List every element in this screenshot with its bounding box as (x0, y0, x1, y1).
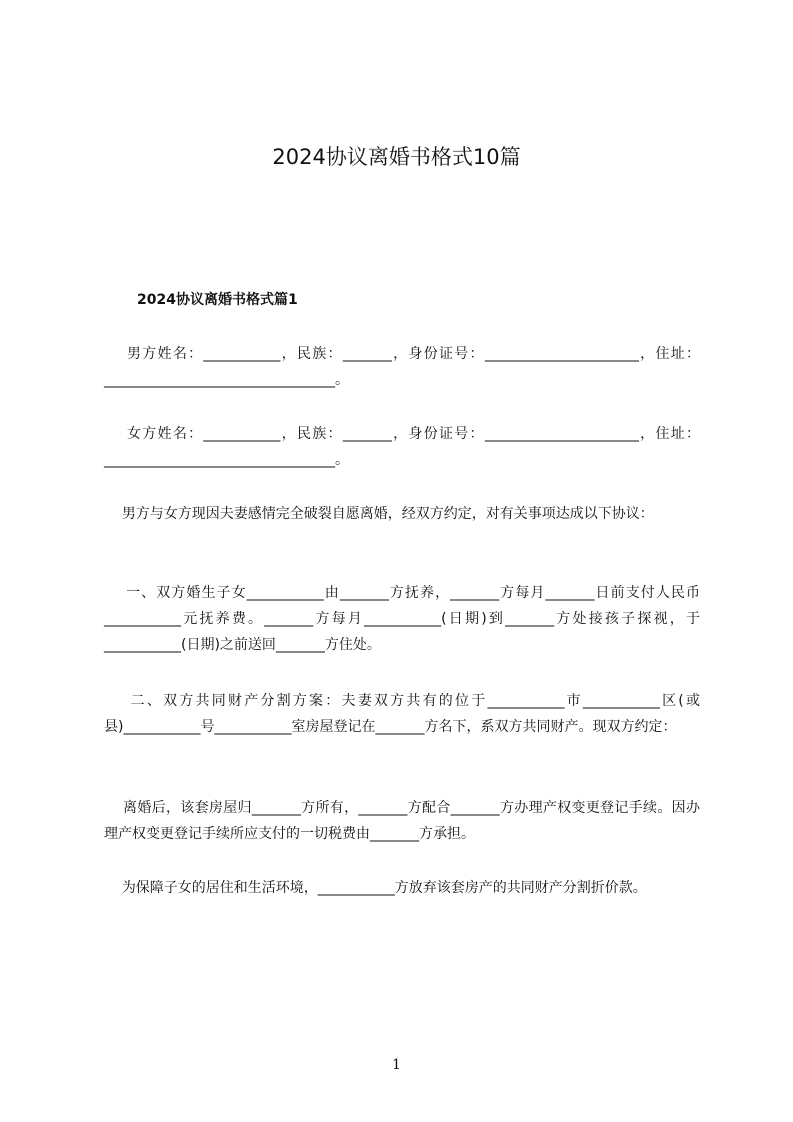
female-party-info: 女方姓名：___________，民族：_______，身份证号：______________________，住址：_________________________________。 (104, 426, 700, 468)
clause-property-division: 二、双方共同财产分割方案：夫妻双方共有的位于___________市___________区(或县)___________号___________室房屋登记在_______方名下，系双方共同财产。现双方约定： (104, 693, 700, 735)
agreement-intro: 男方与女方现因夫妻感情完全破裂自愿离婚，经双方约定，对有关事项达成以下协议： (104, 506, 654, 522)
page-number: 1 (392, 1057, 401, 1073)
clause-housing-waiver: 为保障子女的居住和生活环境，___________方放弃该套房产的共同财产分割折价款。 (104, 880, 647, 896)
clause-child-custody: 一、双方婚生子女___________由_______方抚养，_______方每月_______日前支付人民币___________元抚养费。_______方每月___________(日期)到_______方处接孩子探视，于___________(日期)之前送回_______方住处。 (104, 585, 700, 653)
male-party-info: 男方姓名：___________，民族：_______，身份证号：______________________，住址：_________________________________。 (104, 346, 700, 388)
section-heading: 2024协议离婚书格式篇1 (137, 292, 298, 308)
document-title: 2024协议离婚书格式10篇 (272, 145, 521, 169)
clause-house-ownership: 离婚后，该套房屋归_______方所有，_______方配合_______方办理产权变更登记手续。因办理产权变更登记手续所应支付的一切税费由_______方承担。 (104, 800, 700, 842)
